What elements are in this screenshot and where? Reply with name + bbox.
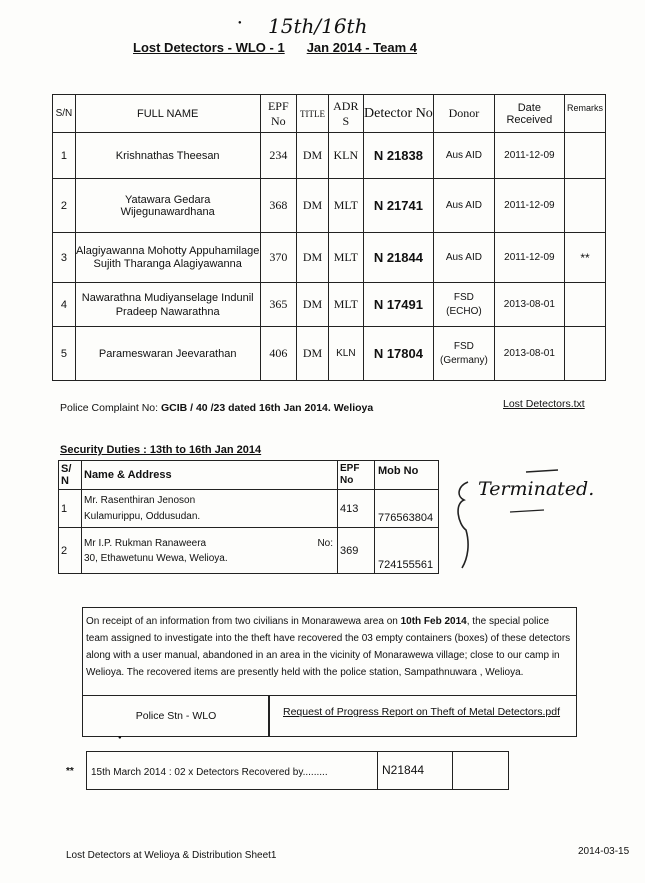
recovery-marker: **	[66, 766, 74, 777]
cell-sn: 2	[53, 179, 76, 233]
cell-title: DM	[297, 133, 329, 179]
header-detector: Detector No	[363, 95, 433, 133]
sec-address: Kulamurippu, Oddusudan.	[84, 510, 201, 522]
cell-sn: 4	[53, 283, 76, 327]
sec-cell-epf: 413	[338, 490, 375, 528]
cell-remarks	[565, 327, 606, 381]
cell-name: Alagiyawanna Mohotty Appuhamilage Sujith Tharanga Alagiyawanna	[75, 233, 260, 283]
cell-detector: N 17491	[363, 283, 433, 327]
page-title	[133, 40, 417, 55]
title-part-1: Lost Detectors - WLO - 1	[133, 40, 285, 55]
sec-cell-sn: 1	[59, 490, 82, 528]
cell-title: DM	[297, 327, 329, 381]
cell-donor: Aus AID	[434, 179, 495, 233]
header-sn: S/N	[53, 95, 76, 133]
police-complaint	[60, 402, 373, 414]
recovery-text: 15th March 2014 : 02 x Detectors Recovered by.........	[91, 767, 328, 778]
recovery-detector-box	[377, 751, 453, 790]
cell-epf: 365	[260, 283, 297, 327]
ink-dot: ●	[238, 20, 242, 26]
cell-sn: 5	[53, 327, 76, 381]
recovery-text-box	[86, 751, 378, 790]
info-text-post: , the special police team assigned to investigate into the theft have recovered the 03 empty containers (boxes) of these detectors along with a user manual, abandoned in an area in the vicinity of Monarawewa village; close to our camp in Welioya. The recovered items are presently held with the police station, Sampathnuwara , Welioya.	[86, 616, 571, 678]
security-table	[58, 460, 439, 574]
sec-cell-name	[82, 528, 338, 574]
cell-date: 2013-08-01	[494, 327, 564, 381]
sec-address: 30, Ethawetunu Wewa, Welioya.	[84, 552, 228, 564]
cell-detector: N 21741	[363, 179, 433, 233]
table-row	[53, 283, 606, 327]
cell-detector: N 21838	[363, 133, 433, 179]
cell-donor: Aus AID	[434, 133, 495, 179]
cell-name: Nawarathna Mudiyanselage Indunil Pradeep Nawarathna	[75, 283, 260, 327]
table-row	[53, 179, 606, 233]
lost-detectors-link[interactable]: Lost Detectors.txt	[503, 398, 585, 410]
table-row	[53, 327, 606, 381]
sec-name: Mr I.P. Rukman Ranaweera	[84, 537, 207, 549]
cell-title: DM	[297, 283, 329, 327]
table-row	[59, 490, 439, 528]
footer-date: 2014-03-15	[578, 846, 630, 857]
table-row	[53, 233, 606, 283]
header-full-name: FULL NAME	[75, 95, 260, 133]
sec-cell-mob: 776563804	[375, 490, 439, 528]
report-link-box	[268, 695, 577, 737]
handwritten-terminated: Terminated.	[478, 478, 595, 500]
cell-adrs: MLT	[328, 283, 363, 327]
table-row	[53, 133, 606, 179]
cell-remarks	[565, 133, 606, 179]
cell-donor: Aus AID	[434, 233, 495, 283]
security-heading: Security Duties : 13th to 16th Jan 2014	[60, 444, 262, 456]
table-header-row	[53, 95, 606, 133]
cell-donor: FSD (ECHO)	[434, 283, 495, 327]
cell-epf: 370	[260, 233, 297, 283]
sec-cell-epf: 369	[338, 528, 375, 574]
cell-date: 2011-12-09	[494, 233, 564, 283]
handwritten-date: 15th/16th	[268, 14, 368, 38]
cell-adrs: MLT	[328, 179, 363, 233]
cell-remarks: **	[565, 233, 606, 283]
station-label: Police Stn - WLO	[135, 710, 217, 722]
sec-header-name: Name & Address	[82, 461, 338, 490]
cell-title: DM	[297, 179, 329, 233]
header-adrs: ADR S	[328, 95, 363, 133]
footer-left: Lost Detectors at Welioya & Distribution Sheet1	[66, 850, 277, 861]
cell-date: 2011-12-09	[494, 133, 564, 179]
cell-name: Parameswaran Jeevarathan	[75, 327, 260, 381]
sec-cell-sn: 2	[59, 528, 82, 574]
cell-detector: N 17804	[363, 327, 433, 381]
sec-header-sn: S/ N	[59, 461, 82, 490]
lost-detectors-table	[52, 94, 606, 381]
info-text	[83, 608, 576, 681]
sec-cell-name	[82, 490, 338, 528]
sec-header-epf: EPF No	[338, 461, 375, 490]
header-date: Date Received	[494, 95, 564, 133]
cell-adrs: MLT	[328, 233, 363, 283]
cell-date: 2011-12-09	[494, 179, 564, 233]
cell-date: 2013-08-01	[494, 283, 564, 327]
cell-sn: 3	[53, 233, 76, 283]
cell-detector: N 21844	[363, 233, 433, 283]
cell-donor: FSD (Germany)	[434, 327, 495, 381]
sec-name: Mr. Rasenthiran Jenoson	[84, 494, 196, 506]
header-remarks: Remarks	[565, 95, 606, 133]
sec-header-mob: Mob No	[375, 461, 439, 490]
cell-name: Yatawara Gedara Wijegunawardhana	[75, 179, 260, 233]
cell-remarks	[565, 179, 606, 233]
header-title: TITLE	[297, 95, 329, 133]
station-box	[82, 695, 270, 737]
header-epf: EPF No	[260, 95, 297, 133]
ink-dot: ●	[118, 735, 122, 741]
cell-name: Krishnathas Theesan	[75, 133, 260, 179]
complaint-label: Police Complaint No:	[60, 402, 161, 414]
cell-epf: 368	[260, 179, 297, 233]
sec-no-label: No:	[317, 538, 333, 549]
recovery-empty-box	[452, 751, 509, 790]
info-box	[82, 607, 577, 696]
title-part-2: Jan 2014 - Team 4	[306, 40, 418, 55]
progress-report-link[interactable]: Request of Progress Report on Theft of Metal Detectors.pdf	[283, 706, 561, 718]
cell-epf: 234	[260, 133, 297, 179]
recovery-detector: N21844	[382, 763, 425, 777]
info-text-date: 10th Feb 2014	[400, 616, 467, 627]
sec-cell-mob: 724155561	[375, 528, 439, 574]
cell-epf: 406	[260, 327, 297, 381]
complaint-value: GCIB / 40 /23 dated 16th Jan 2014. Welioya	[160, 402, 374, 414]
cell-adrs: KLN	[328, 327, 363, 381]
cell-remarks	[565, 283, 606, 327]
cell-adrs: KLN	[328, 133, 363, 179]
security-header-row	[59, 461, 439, 490]
cell-sn: 1	[53, 133, 76, 179]
cell-title: DM	[297, 233, 329, 283]
info-text-pre: On receipt of an information from two civilians in Monarawewa area on	[86, 616, 401, 627]
header-donor: Donor	[434, 95, 495, 133]
table-row	[59, 528, 439, 574]
